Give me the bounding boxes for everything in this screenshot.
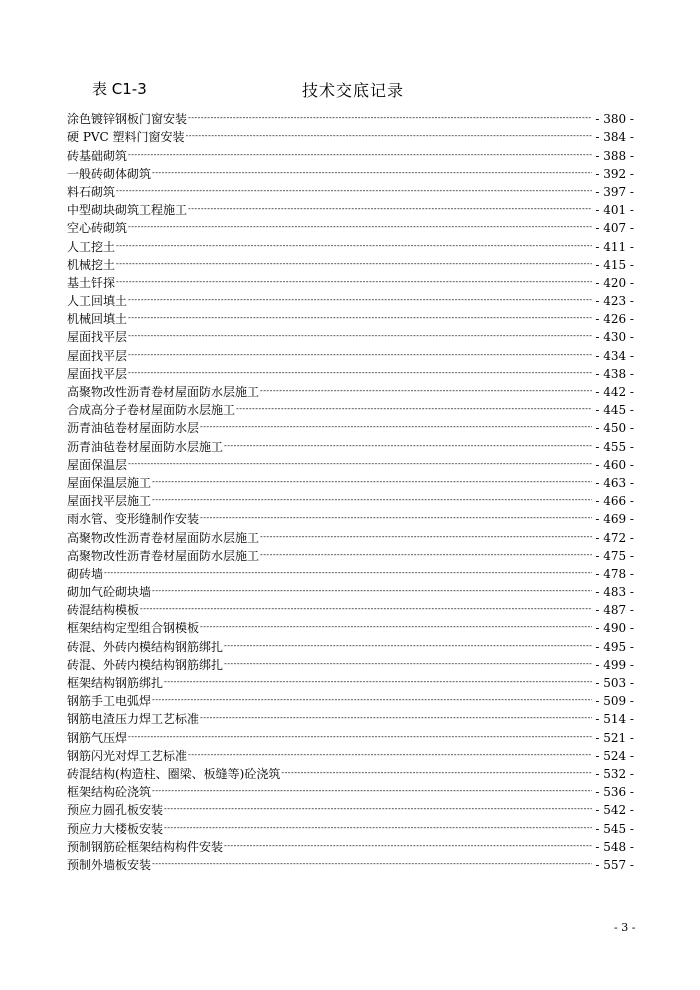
toc-entry-title: 框架结构定型组合钢模板 (67, 621, 200, 636)
toc-entry-title: 屋面保温层 (67, 457, 128, 472)
toc-dot-leader (186, 130, 593, 142)
toc-entry-title: 高聚物改性沥青卷材屋面防水层施工 (67, 385, 260, 399)
toc-entry-title: 预制钢筋砼框架结构构件安装 (67, 839, 224, 854)
toc-entry-title: 预应力大楼板安装 (67, 821, 164, 836)
toc-entry-title: 硬 PVC 塑料门窗安装 (67, 130, 185, 145)
toc-entry[interactable] (67, 308, 634, 326)
toc-entry-title: 中型砌块砌筑工程施工 (67, 203, 188, 218)
toc-entry-page: - 545 - (595, 821, 634, 836)
toc-entry[interactable] (67, 581, 634, 599)
toc-dot-leader (116, 240, 592, 252)
toc-dot-leader (128, 458, 592, 470)
toc-entry[interactable] (67, 290, 634, 308)
toc-dot-leader (200, 512, 592, 524)
toc-entry-title: 屋面找平层 (67, 366, 128, 381)
toc-dot-leader (128, 349, 592, 361)
toc-entry-page: - 487 - (595, 603, 634, 618)
toc-entry[interactable] (67, 799, 634, 817)
toc-dot-leader (140, 603, 592, 615)
toc-entry-page: - 397 - (595, 184, 634, 199)
toc-entry-page: - 466 - (595, 494, 634, 509)
toc-entry-page: - 445 - (595, 403, 634, 418)
toc-entry-title: 钢筋电渣压力焊工艺标准 (67, 712, 200, 727)
toc-dot-leader (152, 494, 592, 506)
toc-entry-page: - 472 - (595, 530, 634, 545)
toc-entry[interactable] (67, 745, 634, 763)
toc-entry[interactable] (67, 381, 634, 399)
toc-dot-leader (260, 549, 592, 561)
toc-dot-leader (224, 658, 592, 670)
toc-entry[interactable] (67, 344, 634, 362)
toc-entry-title: 沥青油毡卷材屋面防水层 (67, 421, 200, 436)
toc-entry-title: 高聚物改性沥青卷材屋面防水层施工 (67, 548, 260, 563)
toc-dot-leader (200, 712, 592, 724)
toc-entry-page: - 548 - (595, 839, 634, 854)
toc-entry-page: - 478 - (595, 566, 634, 581)
toc-entry[interactable] (67, 781, 634, 799)
toc-entry[interactable] (67, 854, 634, 872)
toc-dot-leader (128, 312, 592, 324)
toc-entry-title: 框架结构钢筋绑扎 (67, 676, 164, 690)
toc-entry-page: - 426 - (595, 312, 634, 327)
toc-entry-page: - 438 - (595, 366, 634, 381)
toc-entry-page: - 388 - (595, 148, 634, 163)
toc-entry[interactable] (67, 272, 634, 290)
form-id: 表 C1-3 (92, 80, 147, 98)
toc-entry[interactable] (67, 108, 634, 126)
toc-entry-page: - 499 - (595, 657, 634, 672)
toc-dot-leader (236, 403, 592, 415)
toc-entry-title: 人工挖土 (67, 239, 116, 254)
toc-dot-leader (224, 640, 592, 652)
toc-entry-title: 空心砖砌筑 (67, 221, 128, 236)
toc-entry-title: 料石砌筑 (67, 184, 116, 199)
toc-entry-title: 钢筋气压焊 (67, 730, 128, 745)
toc-dot-leader (128, 221, 592, 233)
toc-dot-leader (152, 167, 592, 179)
toc-entry-page: - 384 - (595, 130, 634, 145)
toc-dot-leader (152, 476, 592, 488)
table-of-contents (67, 108, 634, 872)
toc-entry[interactable] (67, 435, 634, 453)
toc-entry[interactable] (67, 126, 634, 144)
toc-entry-page: - 463 - (595, 475, 634, 490)
toc-entry-page: - 460 - (595, 457, 634, 472)
toc-dot-leader (128, 330, 592, 342)
toc-entry[interactable] (67, 235, 634, 253)
toc-entry[interactable] (67, 726, 634, 744)
toc-entry-title: 屋面找平层 (67, 348, 128, 363)
toc-dot-leader (188, 112, 592, 124)
toc-entry-title: 机械挖土 (67, 257, 116, 272)
toc-dot-leader (260, 385, 592, 397)
toc-entry-page: - 415 - (595, 257, 634, 272)
toc-entry[interactable] (67, 454, 634, 472)
toc-entry-page: - 380 - (595, 112, 634, 127)
toc-dot-leader (116, 185, 592, 197)
toc-entry-page: - 532 - (595, 766, 634, 781)
toc-entry[interactable] (67, 508, 634, 526)
toc-entry-title: 砖混、外砖内模结构钢筋绑扎 (67, 639, 224, 654)
toc-dot-leader (260, 531, 592, 543)
document-title: 技术交底记录 (302, 81, 405, 100)
toc-entry[interactable] (67, 526, 634, 544)
toc-entry-title: 预制外墙板安装 (67, 857, 152, 872)
toc-entry-title: 沥青油毡卷材屋面防水层施工 (67, 439, 224, 454)
toc-entry-page: - 469 - (595, 512, 634, 527)
toc-entry-title: 屋面找平层施工 (67, 494, 152, 509)
toc-entry-title: 框架结构砼浇筑 (67, 785, 152, 800)
toc-entry[interactable] (67, 836, 634, 854)
toc-entry-page: - 521 - (595, 730, 634, 745)
toc-dot-leader (224, 840, 592, 852)
toc-entry[interactable] (67, 199, 634, 217)
toc-dot-leader (128, 149, 592, 161)
toc-entry-title: 一般砖砌体砌筑 (67, 166, 152, 181)
toc-dot-leader (116, 258, 592, 270)
toc-entry-page: - 524 - (595, 748, 634, 763)
toc-entry-page: - 420 - (595, 275, 634, 290)
toc-dot-leader (152, 694, 592, 706)
page-header (0, 78, 700, 102)
toc-entry-title: 钢筋手工电弧焊 (67, 694, 152, 709)
toc-entry-title: 屋面保温层施工 (67, 475, 152, 490)
toc-entry-page: - 430 - (595, 330, 634, 345)
toc-entry-page: - 509 - (595, 694, 634, 709)
toc-entry-page: - 411 - (595, 239, 634, 254)
toc-entry-page: - 514 - (595, 712, 634, 727)
toc-dot-leader (200, 421, 592, 433)
toc-entry[interactable] (67, 217, 634, 235)
toc-entry-page: - 455 - (595, 439, 634, 454)
toc-dot-leader (164, 822, 592, 834)
toc-entry[interactable] (67, 690, 634, 708)
toc-dot-leader (188, 203, 592, 215)
toc-dot-leader (188, 749, 592, 761)
toc-dot-leader (128, 367, 592, 379)
toc-entry-title: 预应力圆孔板安装 (67, 803, 164, 818)
toc-entry-page: - 401 - (595, 203, 634, 218)
toc-entry[interactable] (67, 163, 634, 181)
toc-entry-page: - 407 - (595, 221, 634, 236)
toc-dot-leader (281, 767, 592, 779)
toc-entry-title: 基土钎探 (67, 275, 116, 290)
toc-entry-title: 砖混结构模板 (67, 603, 140, 618)
toc-entry-title: 砌加气砼砌块墙 (67, 585, 152, 600)
toc-entry[interactable] (67, 472, 634, 490)
toc-entry[interactable] (67, 254, 634, 272)
toc-entry[interactable] (67, 417, 634, 435)
toc-dot-leader (164, 803, 592, 815)
toc-dot-leader (104, 567, 592, 579)
toc-entry[interactable] (67, 672, 634, 690)
toc-entry[interactable] (67, 545, 634, 563)
toc-entry-title: 砖混结构(构造柱、圈梁、板缝等)砼浇筑 (67, 766, 281, 781)
toc-entry-page: - 495 - (595, 639, 634, 654)
toc-dot-leader (152, 785, 592, 797)
toc-entry-title: 合成高分子卷材屋面防水层施工 (67, 403, 236, 418)
toc-entry[interactable] (67, 708, 634, 726)
toc-entry-page: - 557 - (595, 857, 634, 872)
footer-page-number: - 3 - (614, 921, 636, 934)
toc-entry-title: 雨水管、变形缝制作安装 (67, 512, 200, 527)
toc-entry-page: - 536 - (595, 785, 634, 800)
toc-entry[interactable] (67, 181, 634, 199)
toc-entry-title: 砌砖墙 (67, 566, 104, 581)
toc-entry[interactable] (67, 817, 634, 835)
toc-entry-title: 涂色镀锌钢板门窗安装 (67, 112, 188, 127)
toc-entry[interactable] (67, 617, 634, 635)
toc-dot-leader (116, 276, 592, 288)
toc-dot-leader (128, 731, 592, 743)
toc-entry[interactable] (67, 490, 634, 508)
toc-entry-page: - 483 - (595, 585, 634, 600)
toc-entry[interactable] (67, 363, 634, 381)
toc-entry[interactable] (67, 763, 634, 781)
toc-dot-leader (200, 621, 592, 633)
toc-entry-title: 砖基础砌筑 (67, 148, 128, 163)
toc-entry-page: - 450 - (595, 421, 634, 436)
toc-dot-leader (152, 585, 592, 597)
toc-entry-page: - 490 - (595, 621, 634, 636)
toc-entry-page: - 503 - (595, 676, 634, 690)
toc-entry-title: 机械回填土 (67, 312, 128, 327)
toc-entry-title: 屋面找平层 (67, 330, 128, 345)
toc-entry[interactable] (67, 399, 634, 417)
toc-entry[interactable] (67, 635, 634, 653)
toc-entry-page: - 442 - (595, 385, 634, 399)
toc-entry-page: - 475 - (595, 548, 634, 563)
toc-entry-title: 砖混、外砖内模结构钢筋绑扎 (67, 657, 224, 672)
toc-dot-leader (164, 676, 592, 688)
toc-entry-page: - 392 - (595, 166, 634, 181)
toc-entry[interactable] (67, 563, 634, 581)
toc-entry[interactable] (67, 599, 634, 617)
toc-entry[interactable] (67, 326, 634, 344)
toc-dot-leader (152, 858, 592, 870)
toc-entry-title: 人工回填土 (67, 294, 128, 309)
toc-dot-leader (128, 294, 592, 306)
toc-entry-title: 高聚物改性沥青卷材屋面防水层施工 (67, 530, 260, 545)
toc-entry[interactable] (67, 144, 634, 162)
toc-entry-page: - 423 - (595, 294, 634, 309)
toc-entry-title: 钢筋闪光对焊工艺标准 (67, 748, 188, 763)
toc-entry-page: - 542 - (595, 803, 634, 818)
toc-entry-page: - 434 - (595, 348, 634, 363)
toc-entry[interactable] (67, 654, 634, 672)
toc-dot-leader (224, 440, 592, 452)
